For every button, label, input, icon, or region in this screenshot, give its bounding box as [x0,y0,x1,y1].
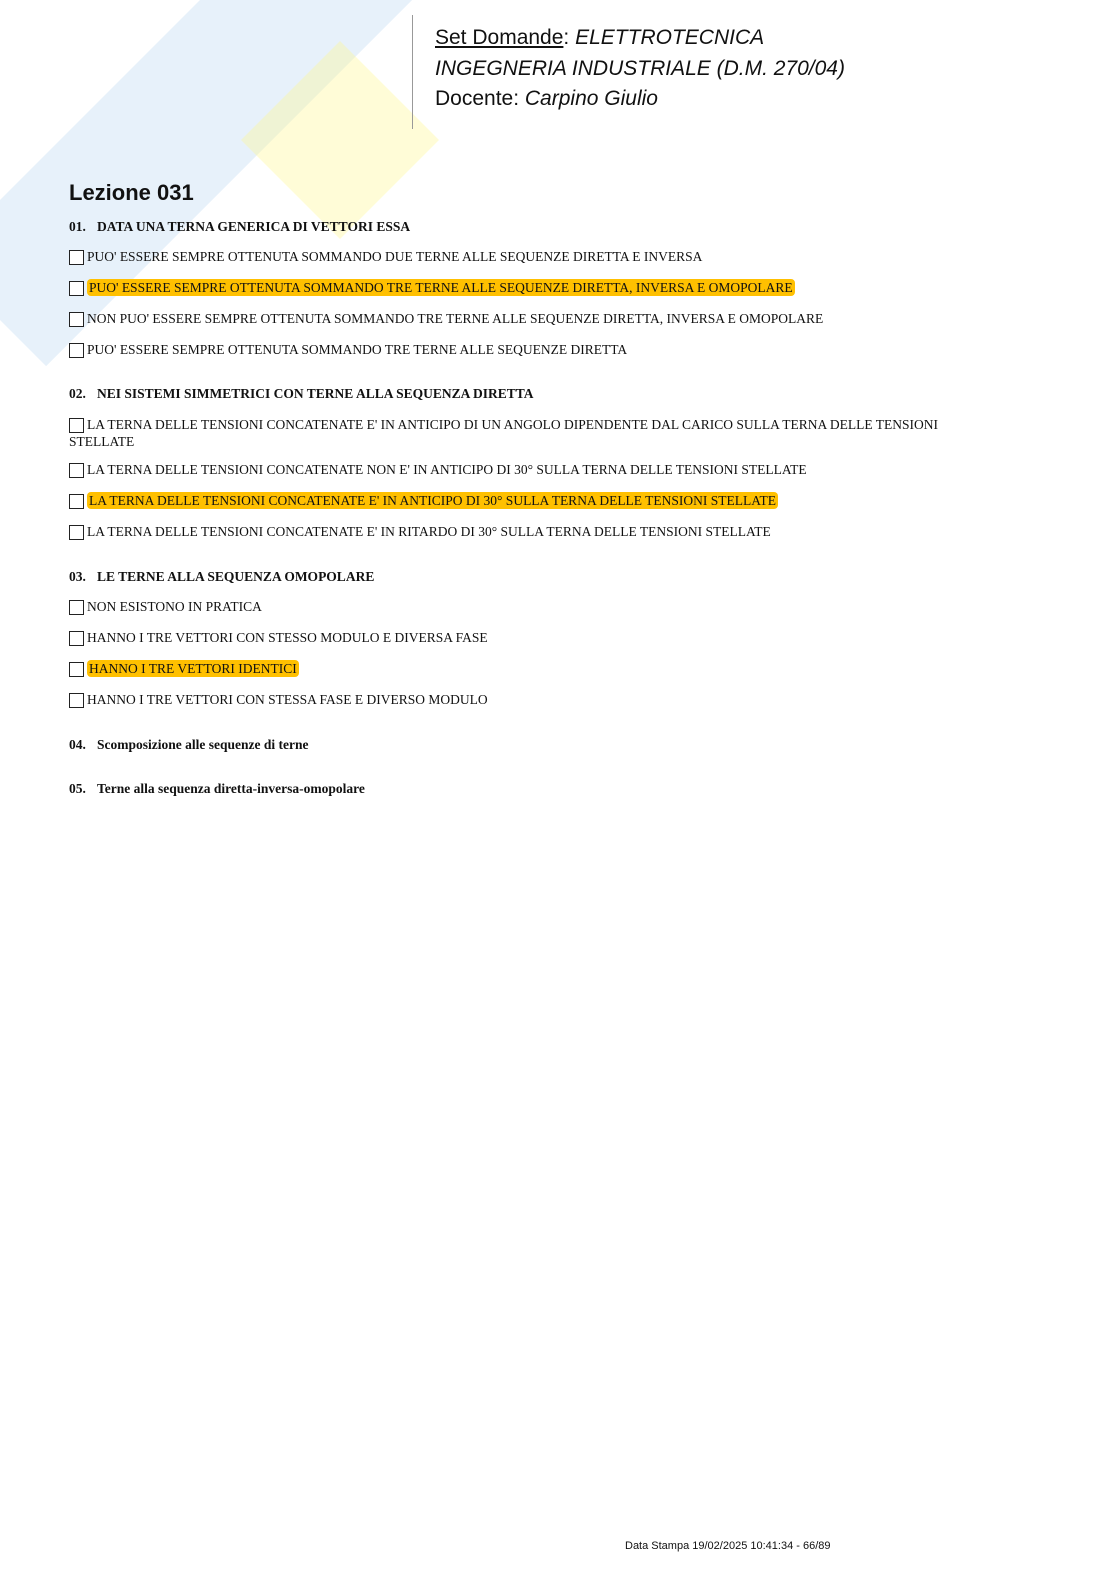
checkbox[interactable] [69,418,84,433]
answer-option [69,691,979,708]
question-number: 05. [69,781,86,796]
checkbox[interactable] [69,463,84,478]
answer-option-correct [69,279,979,296]
question-text: DATA UNA TERNA GENERICA DI VETTORI ESSA [97,219,411,234]
checkbox[interactable] [69,494,84,509]
option-text: LA TERNA DELLE TENSIONI CONCATENATE NON E' IN ANTICIPO DI 30° SULLA TERNA DELLE TENSIONI STELLATE [87,462,807,477]
watermark-logo [241,41,439,239]
option-text-highlighted: HANNO I TRE VETTORI IDENTICI [89,661,297,676]
option-text: NON PUO' ESSERE SEMPRE OTTENUTA SOMMANDO TRE TERNE ALLE SEQUENZE DIRETTA, INVERSA E OMOPOLARE [87,311,824,326]
answer-option-correct [69,492,979,509]
checkbox[interactable] [69,662,84,677]
question-text: Terne alla sequenza diretta-inversa-omopolare [97,781,365,796]
question-number: 01. [69,219,86,234]
checkbox[interactable] [69,600,84,615]
answer-option [69,461,979,478]
lesson-title: Lezione 031 [69,180,194,205]
question-05 [69,781,365,797]
checkbox[interactable] [69,250,84,265]
header-divider [412,15,413,129]
question-text: LE TERNE ALLA SEQUENZA OMOPOLARE [97,569,375,584]
set-sep: : [563,26,576,49]
checkbox[interactable] [69,312,84,327]
option-text: LA TERNA DELLE TENSIONI CONCATENATE E' IN RITARDO DI 30° SULLA TERNA DELLE TENSIONI STELLATE [87,524,771,539]
answer-option [69,310,979,327]
docente-name: Carpino Giulio [524,87,658,110]
checkbox[interactable] [69,631,84,646]
answer-option [69,416,979,450]
checkbox[interactable] [69,281,84,296]
option-text: HANNO I TRE VETTORI CON STESSA FASE E DIVERSO MODULO [87,692,488,707]
header-set-line [435,26,764,50]
print-date-footer: Data Stampa 19/02/2025 10:41:34 - 66/89 [625,1540,831,1552]
course-name: ELETTROTECNICA [575,26,765,49]
question-text: Scomposizione alle sequenze di terne [97,737,309,752]
question-01 [69,219,410,235]
question-03 [69,569,374,585]
checkbox[interactable] [69,693,84,708]
option-text-highlighted: PUO' ESSERE SEMPRE OTTENUTA SOMMANDO TRE TERNE ALLE SEQUENZE DIRETTA, INVERSA E OMOPOLARE [89,280,793,295]
question-number: 04. [69,737,86,752]
answer-option [69,598,979,615]
set-label: Set Domande [435,26,564,49]
docente-label: Docente: [435,87,525,110]
option-text: LA TERNA DELLE TENSIONI CONCATENATE E' IN ANTICIPO DI UN ANGOLO DIPENDENTE DAL CARICO SULLA TERNA DELLE TENSIONI STELLATE [69,417,939,449]
answer-option [69,341,979,358]
option-text-highlighted: LA TERNA DELLE TENSIONI CONCATENATE E' IN ANTICIPO DI 30° SULLA TERNA DELLE TENSIONI STELLATE [89,493,777,508]
question-text: NEI SISTEMI SIMMETRICI CON TERNE ALLA SEQUENZA DIRETTA [97,386,534,401]
option-text: HANNO I TRE VETTORI CON STESSO MODULO E DIVERSA FASE [87,630,488,645]
question-02 [69,386,534,402]
answer-option-correct [69,660,979,677]
answer-option [69,248,979,265]
header-docente [435,87,658,111]
option-text: NON ESISTONO IN PRATICA [87,599,262,614]
question-04 [69,737,308,753]
header-program [435,57,845,81]
option-text: PUO' ESSERE SEMPRE OTTENUTA SOMMANDO DUE TERNE ALLE SEQUENZE DIRETTA E INVERSA [87,249,703,264]
answer-option [69,523,979,540]
program-name: INGEGNERIA INDUSTRIALE (D.M. 270/04) [435,57,845,80]
answer-option [69,629,979,646]
checkbox[interactable] [69,525,84,540]
checkbox[interactable] [69,343,84,358]
question-number: 02. [69,386,86,401]
question-number: 03. [69,569,86,584]
option-text: PUO' ESSERE SEMPRE OTTENUTA SOMMANDO TRE TERNE ALLE SEQUENZE DIRETTA [87,342,628,357]
